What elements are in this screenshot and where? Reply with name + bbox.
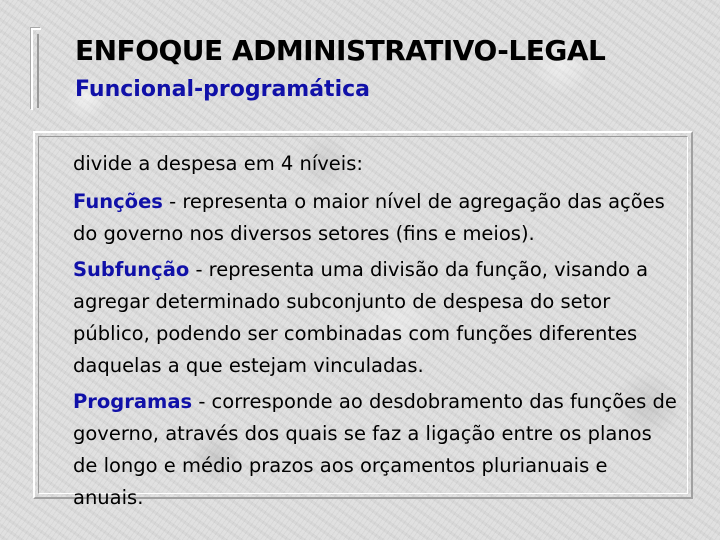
slide-subtitle: Funcional-programática [75,77,371,102]
title-bracket-decoration [31,28,41,110]
slide-body [73,148,681,518]
item-subfuncao [73,254,681,382]
slide-title: ENFOQUE ADMINISTRATIVO-LEGAL [75,34,606,67]
item-description: - corresponde ao desdobramento das funções de governo, através dos quais se faz a ligação entre os planos de longo e médio prazos aos orçamentos plurianuais e anuais. [73,390,677,509]
item-funcoes [73,186,681,250]
item-programas [73,386,681,514]
item-description: - representa o maior nível de agregação das ações do governo nos diversos setores (fins e meios). [73,190,665,245]
intro-text: divide a despesa em 4 níveis: [73,152,363,175]
item-description: - representa uma divisão da função, visando a agregar determinado subconjunto de despesa do setor público, podendo ser combinadas com funções diferentes daquelas a que estejam vinculadas. [73,258,649,377]
item-term: Programas [73,390,193,413]
item-term: Subfunção [73,258,190,281]
item-term: Funções [73,190,163,213]
